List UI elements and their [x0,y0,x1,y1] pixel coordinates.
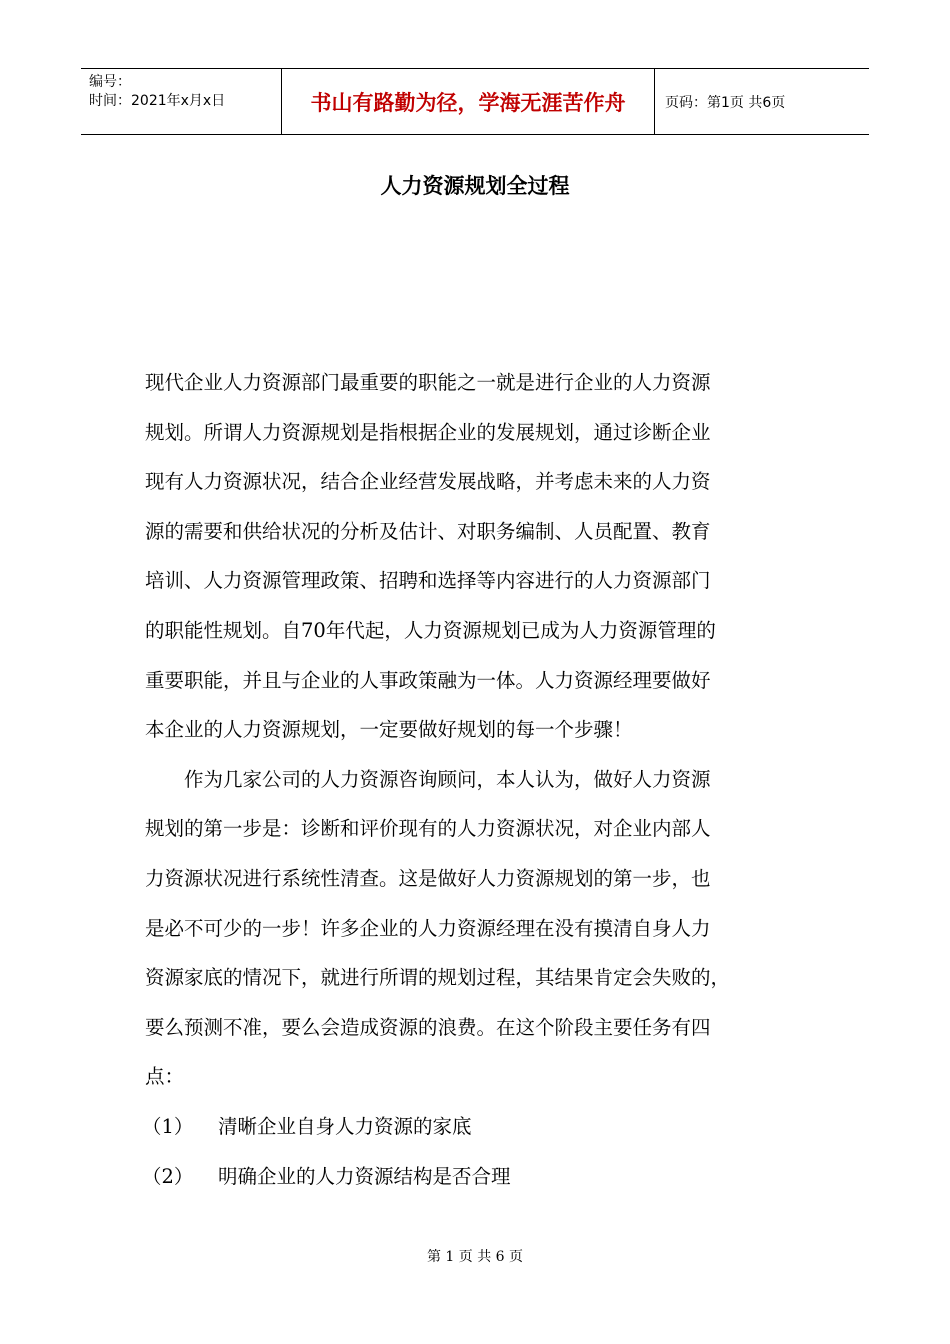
text-line: 力资源状况进行系统性清查。这是做好人力资源规划的第一步，也 [145,866,711,890]
text-line: 作为几家公司的人力资源咨询顾问，本人认为，做好人力资源 [184,767,711,791]
list-item [142,1152,810,1202]
text-line: 本企业的人力资源规划，一定要做好规划的每一个步骤！ [145,718,633,742]
paragraph-intro [145,358,810,755]
text-line: 的职能性规划。自70年代起，人力资源规划已成为人力资源管理的 [145,618,716,642]
header-page-info: 页码：第1页 共6页 [665,94,786,111]
text-line: 要么预测不准，要么会造成资源的浪费。在这个阶段主要任务有四 [145,1015,711,1039]
text-line: 点： [145,1065,185,1089]
text-line: 规划的第一步是：诊断和评价现有的人力资源状况，对企业内部人 [145,817,711,841]
list-item-number: （2） [142,1164,194,1188]
list-item [142,1102,810,1152]
list-item-text: 明确企业的人力资源结构是否合理 [218,1164,511,1188]
text-line: 重要职能，并且与企业的人事政策融为一体。人力资源经理要做好 [145,668,711,692]
text-line: 是必不可少的一步！许多企业的人力资源经理在没有摸清自身人力 [145,916,711,940]
text-line: 源的需要和供给状况的分析及估计、对职务编制、人员配置、教育 [145,519,711,543]
page-footer: 第 1 页 共 6 页 [426,1249,524,1265]
header-table [81,68,869,135]
text-line: 现有人力资源状况，结合企业经营发展战略，并考虑未来的人力资 [145,470,711,494]
header-motto: 书山有路勤为径，学海无涯苦作舟 [282,69,655,134]
paragraph-step-one [145,755,810,1102]
text-line: 规划。所谓人力资源规划是指根据企业的发展规划，通过诊断企业 [145,420,711,444]
time-label: 时间：2021年x月x日 [89,93,226,109]
text-line: 现代企业人力资源部门最重要的职能之一就是进行企业的人力资源 [145,371,711,394]
document-title: 人力资源规划全过程 [380,174,570,198]
header-meta [81,69,282,134]
text-line: 培训、人力资源管理政策、招聘和选择等内容进行的人力资源部门 [145,569,711,593]
number-label: 编号： [89,74,131,90]
text-line: 资源家底的情况下，就进行所谓的规划过程，其结果肯定会失败的， [145,966,731,990]
list-item-number: （1） [142,1114,194,1138]
list-item-text: 清晰企业自身人力资源的家底 [218,1114,472,1138]
document-body [142,358,810,1201]
